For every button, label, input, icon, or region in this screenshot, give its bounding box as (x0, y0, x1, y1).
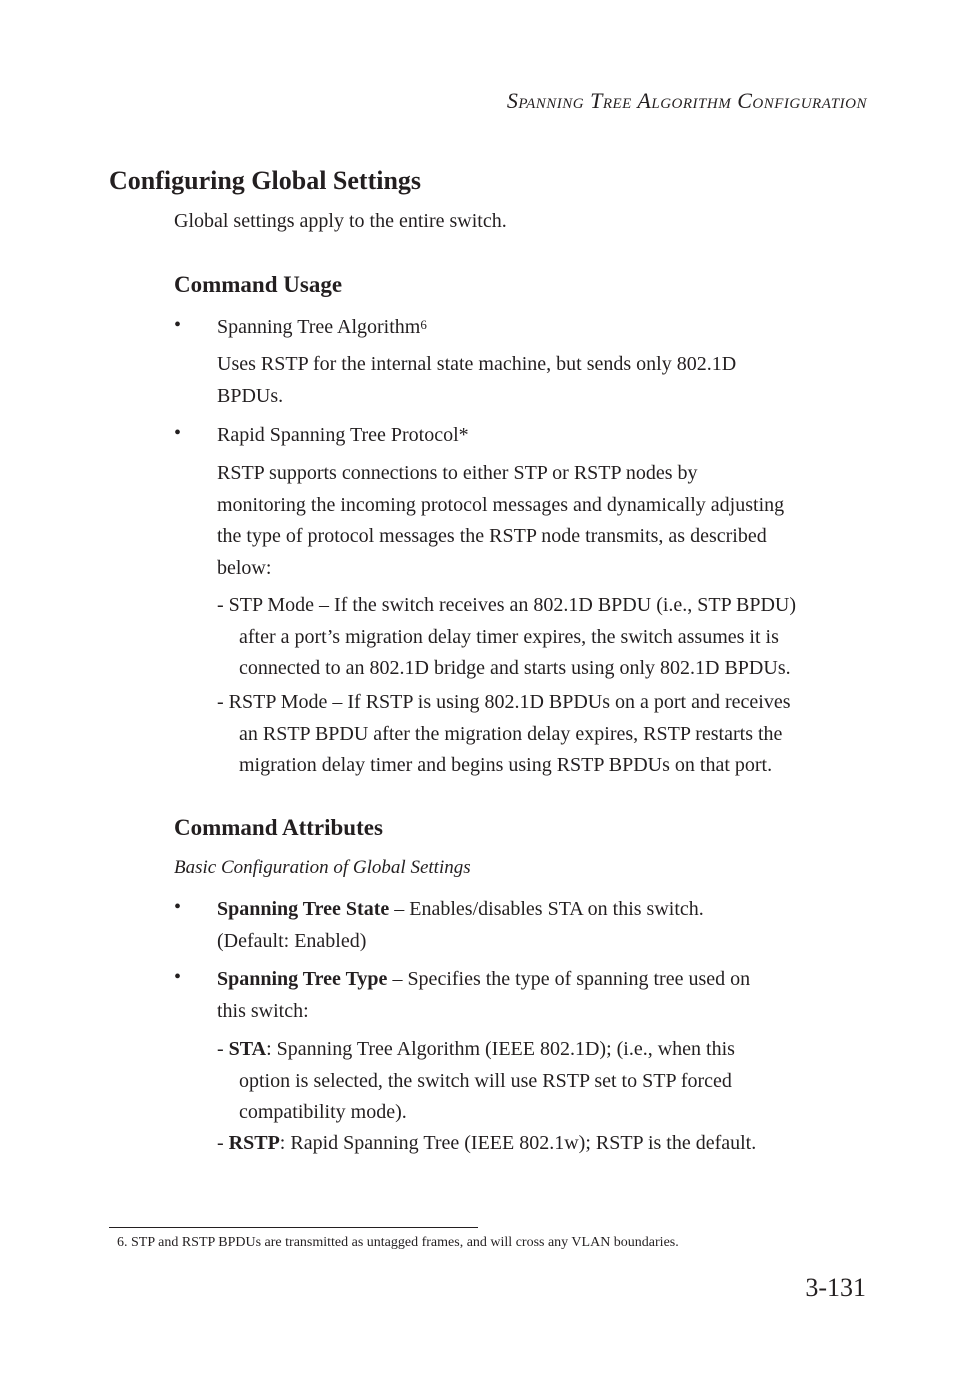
intro-text: Global settings apply to the entire switch. (174, 210, 507, 232)
bullet-marker: • (174, 896, 182, 918)
table-caption: Basic Configuration of Global Settings (174, 857, 471, 878)
type-desc-line: option is selected, the switch will use RSTP set to STP forced (239, 1069, 732, 1092)
dash-marker: - (217, 1038, 229, 1060)
type-term: STA (228, 1038, 267, 1060)
type-desc: : Rapid Spanning Tree (IEEE 802.1w); RSTP is the default. (279, 1132, 757, 1154)
desc-line: Uses RSTP for the internal state machine, but sends only 802.1D (217, 353, 737, 375)
command-usage-heading: Command Usage (174, 272, 343, 297)
attribute-desc: – Specifies the type of spanning tree used on (387, 968, 751, 990)
footnote-rule (109, 1227, 478, 1228)
running-head: Spanning Tree Algorithm Configuration (506, 88, 867, 113)
desc-line: below: (217, 556, 272, 579)
attribute-desc-line: this switch: (217, 999, 309, 1022)
desc-line: BPDUs. (217, 384, 284, 407)
type-desc-line: compatibility mode). (239, 1101, 407, 1123)
attribute-desc-line: (Default: Enabled) (217, 929, 367, 952)
page-number: 3-131 (805, 1273, 866, 1302)
dash-marker: - (217, 1132, 229, 1154)
usage-item-label-text: Spanning Tree Algorithm (217, 316, 421, 338)
usage-item-desc (217, 458, 867, 584)
command-attributes-heading: Command Attributes (174, 815, 383, 840)
bullet-marker: • (174, 422, 182, 444)
bullet-marker: • (174, 314, 182, 336)
usage-item-label (217, 312, 867, 344)
bullet-marker: • (174, 966, 182, 988)
mode-line: - STP Mode – If the switch receives an 802.1D BPDU (i.e., STP BPDU) (217, 594, 797, 616)
mode-line: after a port’s migration delay timer expires, the switch assumes it is (239, 625, 779, 648)
mode-line: an RSTP BPDU after the migration delay expires, RSTP restarts the (239, 722, 783, 745)
desc-line: monitoring the incoming protocol messages and dynamically adjusting (217, 493, 785, 516)
type-rstp-item (217, 1128, 867, 1160)
attribute-item (217, 964, 867, 1027)
section-title: Configuring Global Settings (109, 166, 422, 195)
attribute-desc: – Enables/disables STA on this switch. (389, 898, 704, 920)
usage-item-label: Rapid Spanning Tree Protocol* (217, 424, 469, 446)
stp-mode-item (217, 590, 867, 685)
desc-line: the type of protocol messages the RSTP node transmits, as described (217, 525, 767, 547)
rstp-mode-item (217, 687, 867, 782)
attribute-term: Spanning Tree Type (217, 968, 388, 990)
type-sta-item (217, 1034, 867, 1129)
usage-item-desc (217, 349, 867, 412)
mode-line: connected to an 802.1D bridge and starts using only 802.1D BPDUs. (239, 657, 791, 679)
attribute-term: Spanning Tree State (217, 898, 390, 920)
type-desc: : Spanning Tree Algorithm (IEEE 802.1D); (i.e., when this (266, 1038, 735, 1060)
footnote-ref: 6 (420, 317, 427, 332)
mode-line: migration delay timer and begins using RSTP BPDUs on that port. (239, 754, 773, 776)
type-term: RSTP (228, 1132, 280, 1154)
attribute-item (217, 894, 867, 957)
footnote: 6. STP and RSTP BPDUs are transmitted as untagged frames, and will cross any VLAN boundaries. (117, 1235, 679, 1250)
mode-line: - RSTP Mode – If RSTP is using 802.1D BPDUs on a port and receives (217, 691, 791, 713)
desc-line: RSTP supports connections to either STP or RSTP nodes by (217, 462, 698, 484)
